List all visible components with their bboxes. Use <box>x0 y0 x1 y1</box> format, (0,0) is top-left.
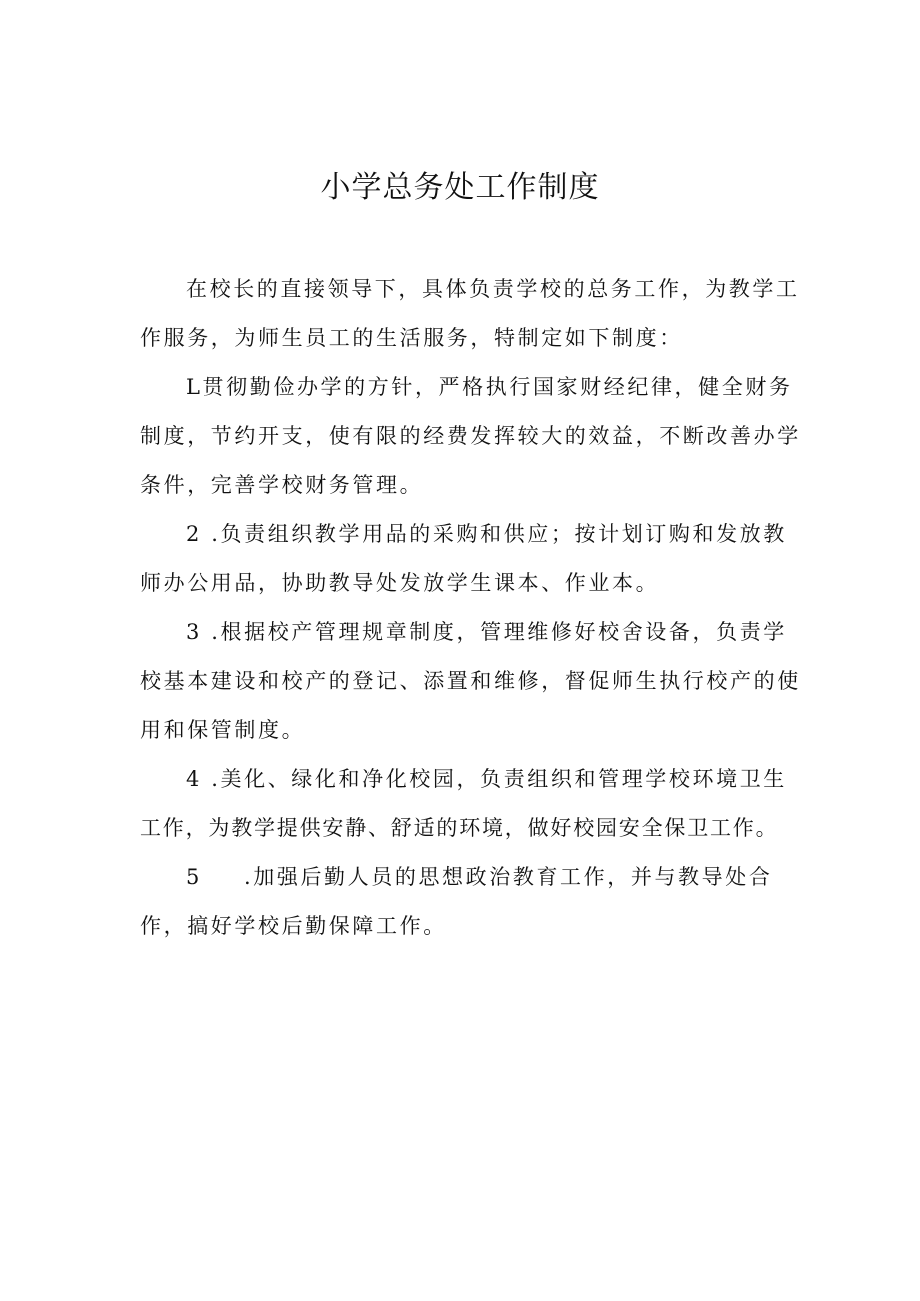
document-title: 小学总务处工作制度 <box>320 170 600 205</box>
paragraph-line: 校基本建设和校产的登记、添置和维修，督促师生执行校产的使 <box>140 669 801 693</box>
rule-item-3 <box>140 608 801 755</box>
paragraph-line: 制度，节约开支，使有限的经费发挥较大的效益，不断改善办学 <box>140 424 801 448</box>
paragraph-line: 4 .美化、绿化和净化校园，负责组织和管理学校环境卫生 <box>186 767 787 791</box>
document-body <box>140 265 801 951</box>
rule-item-2 <box>140 510 790 608</box>
paragraph-line: 2 .负责组织教学用品的采购和供应；按计划订购和发放教 <box>186 522 787 546</box>
rule-item-4 <box>140 755 790 853</box>
paragraph-line: 在校长的直接领导下，具体负责学校的总务工作，为教学工 <box>186 277 800 301</box>
item-number: 5 <box>186 865 202 889</box>
rule-item-5 <box>140 853 790 951</box>
paragraph-line: 作服务，为师生员工的生活服务，特制定如下制度： <box>140 326 683 350</box>
intro-paragraph <box>140 265 800 363</box>
paragraph-line: 工作，为教学提供安静、舒适的环境，做好校园安全保卫工作。 <box>140 816 779 840</box>
paragraph-line: 师办公用品，协助教导处发放学生课本、作业本。 <box>140 571 660 595</box>
paragraph-line: L贯彻勤俭办学的方针，严格执行国家财经纪律，健全财务 <box>186 375 793 399</box>
paragraph-line: .加强后勤人员的思想政治教育工作，并与教导处合 <box>243 865 773 889</box>
paragraph-line: 3 .根据校产管理规章制度，管理维修好校舍设备，负责学 <box>186 620 787 644</box>
paragraph-line: 用和保管制度。 <box>140 718 306 742</box>
rule-item-1 <box>140 363 801 510</box>
paragraph-line: 条件，完善学校财务管理。 <box>140 473 424 497</box>
paragraph-first-line <box>140 853 790 902</box>
paragraph-line: 作，搞好学校后勤保障工作。 <box>140 914 447 938</box>
